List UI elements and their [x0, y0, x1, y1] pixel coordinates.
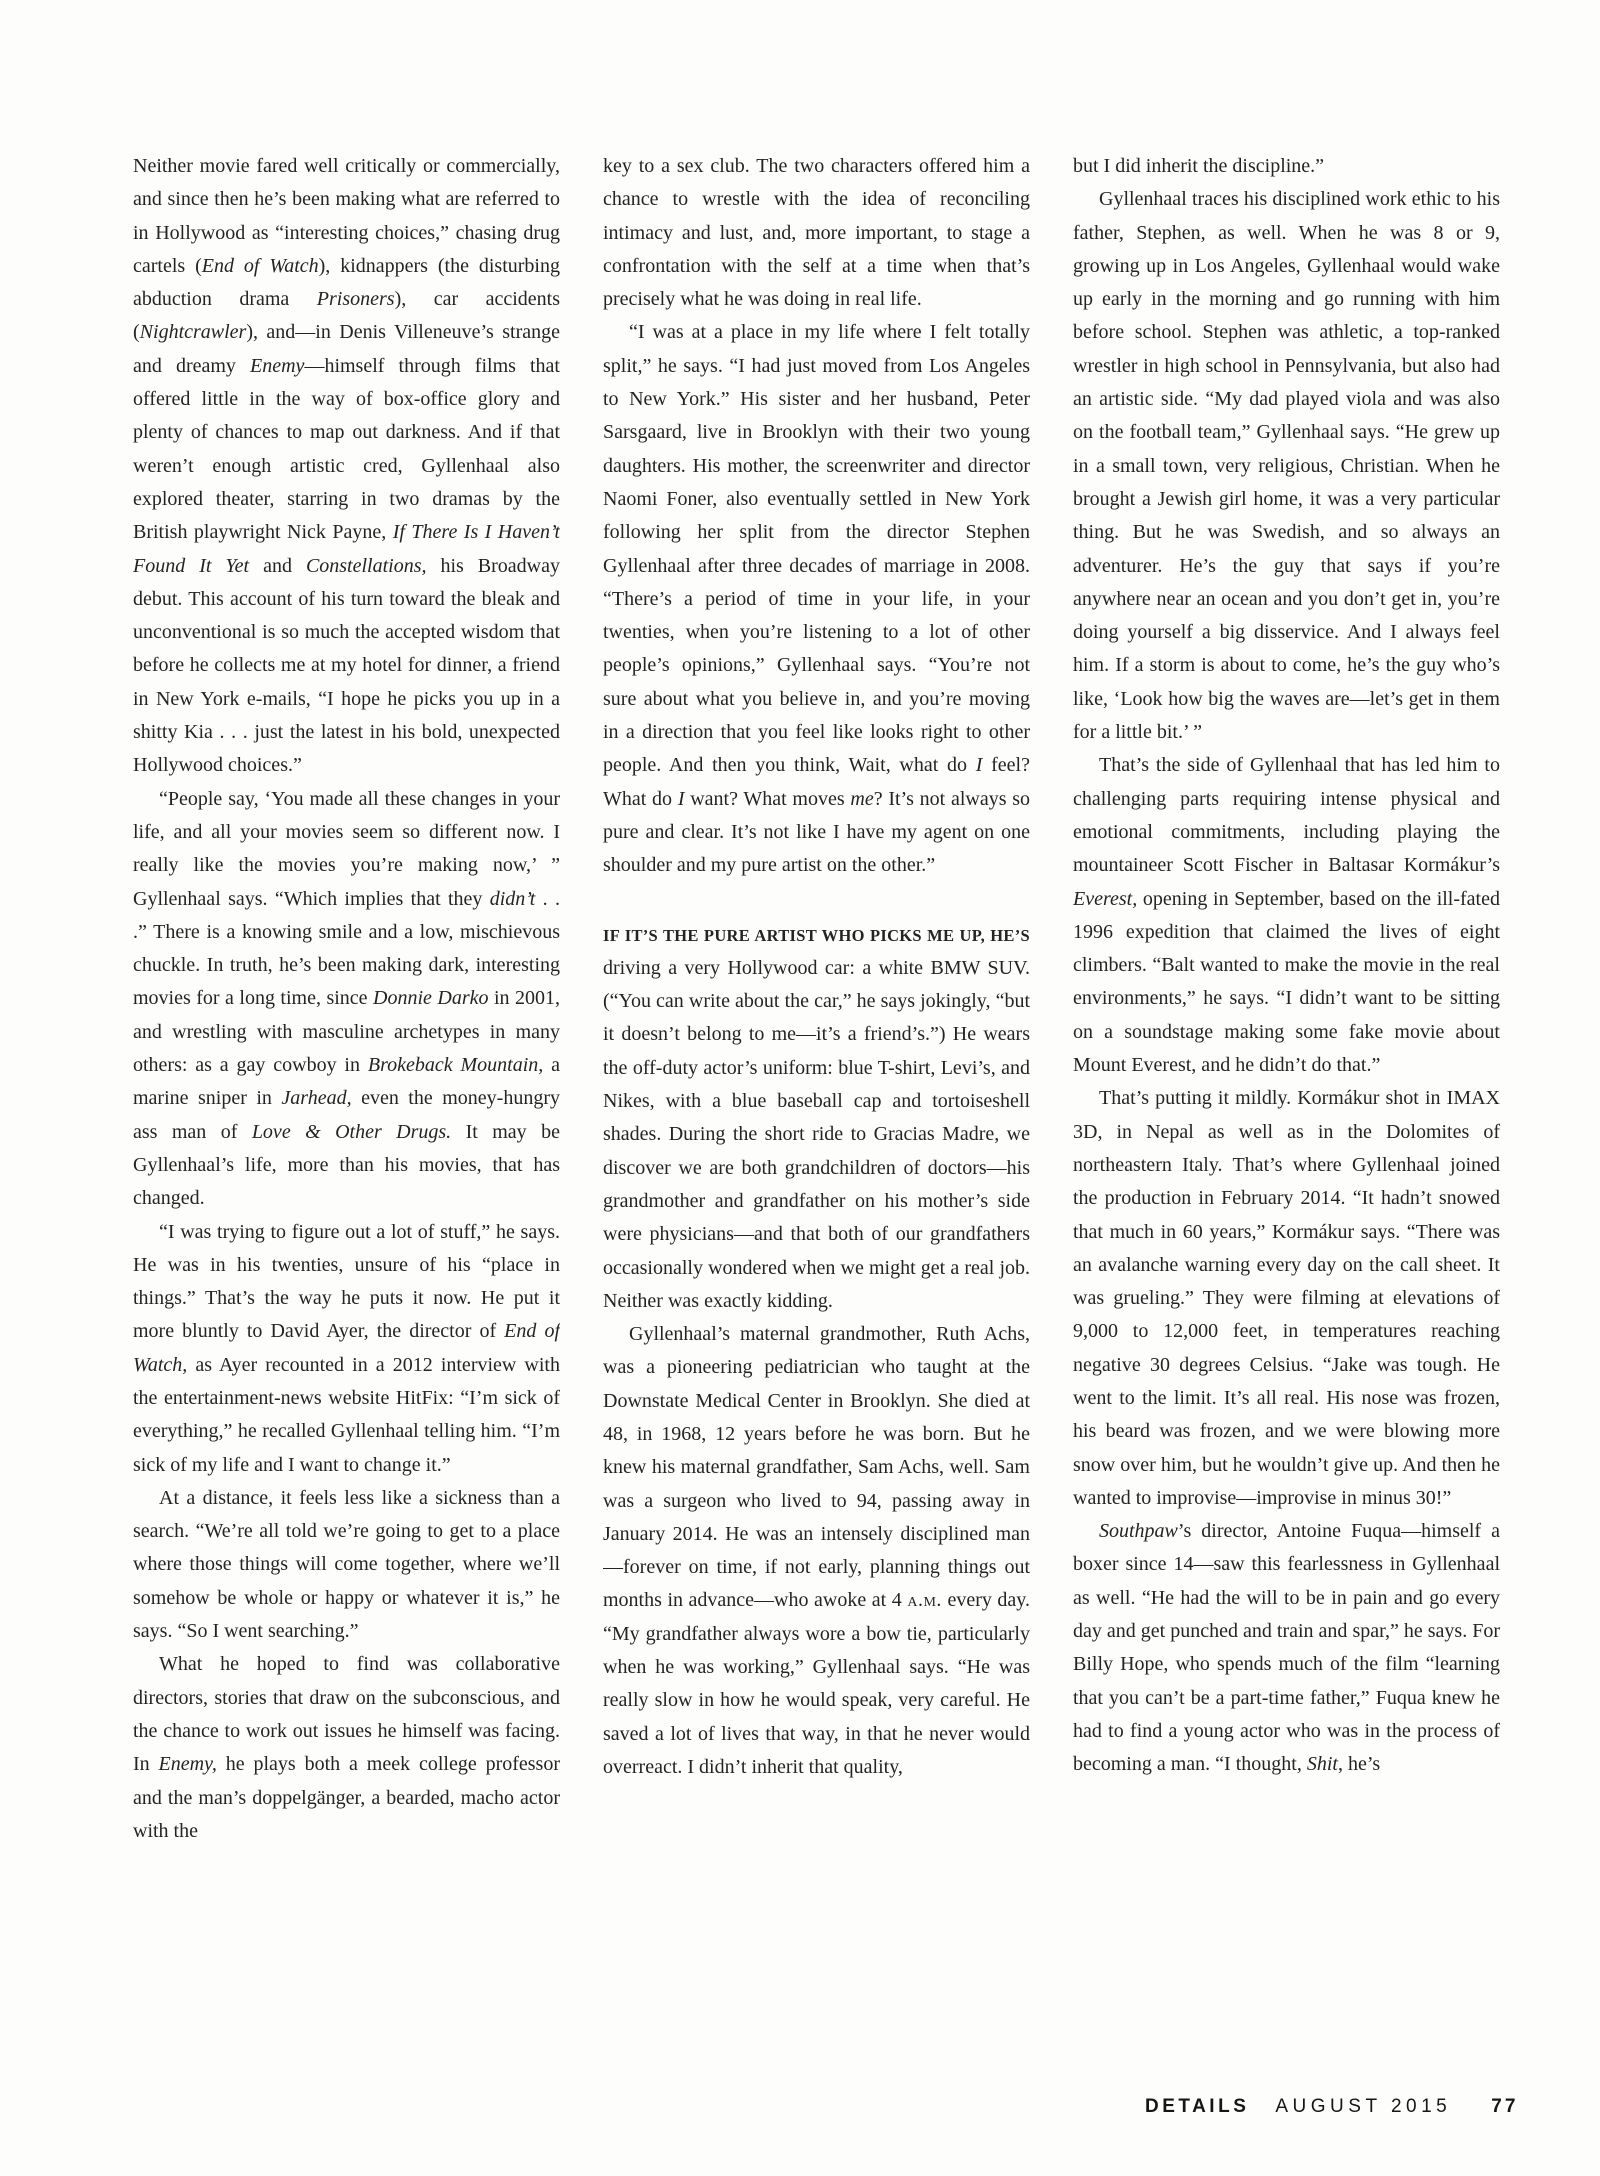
- text-segment: driving a very Hollywood car: a white BMW SUV. (“You can write about the car,” he says jokingly, “but it doesn’t belong to me—it’s a friend’s.”) He wears the off-duty actor’s uniform: blue T-shirt, Levi’s, and Nikes, with a blue baseball cap and tortoiseshell shades. During the short ride to Gracias Madre, we discover we are both grandchildren of doctors—his grandmother and grandfather on his mother’s side were physicians—and that both of our grandfathers occasionally wondered when we might get a real job. Neither was exactly kidding.: [603, 956, 1030, 1312]
- text-segment-italic: Constellations,: [305, 554, 427, 577]
- text-segment-italic: Everest,: [1073, 887, 1138, 910]
- text-segment: key to a sex club. The two characters offered him a chance to wrestle with the idea of reconciling intimacy and lust, and, more important, to stage a confrontation with the self at a time when that’s precisely what he was doing in real life.: [603, 155, 1030, 311]
- article-paragraph: [1073, 749, 1500, 1082]
- text-segment: That’s the side of Gyllenhaal that has led him to challenging parts requiring intense physical and emotional commitments, including playing the mountaineer Scott Fischer in Baltasar Kormákur’s: [1073, 754, 1500, 877]
- text-segment: , he’s: [1337, 1753, 1381, 1776]
- text-segment-lead-in: IF IT’S THE PURE ARTIST WHO PICKS ME UP, HE’S: [603, 925, 1030, 945]
- text-segment-italic: me: [850, 787, 874, 810]
- text-segment: ? It’s not always so pure and clear. It’s not like I have my agent on one shoulder and my pure artist on the other.”: [603, 787, 1030, 877]
- text-segment: ), car accidents (: [133, 288, 560, 344]
- issue-date: AUGUST 2015: [1275, 2096, 1452, 2117]
- page-number: 77: [1491, 2096, 1519, 2117]
- article-paragraph: [1073, 183, 1500, 749]
- page-footer: [1145, 2096, 1519, 2118]
- text-column-1: [133, 150, 560, 2028]
- text-segment: At a distance, it feels less like a sickness than a search. “We’re all told we’re going to get to a place where those things will come together, where we’ll somehow be whole or happy or whatever it is,” he says. “So I went searching.”: [133, 1486, 560, 1643]
- article-paragraph: [133, 150, 560, 783]
- text-segment-italic: Nightcrawler: [139, 321, 247, 344]
- article-paragraph: [1073, 1082, 1500, 1515]
- article-paragraph: [133, 783, 560, 1216]
- text-segment: and: [249, 554, 306, 577]
- text-segment-italic: I: [975, 754, 983, 777]
- article-paragraph: [133, 1482, 560, 1648]
- text-segment-italic: Jarhead,: [281, 1087, 352, 1110]
- text-segment: but I did inherit the discipline.”: [1073, 155, 1325, 177]
- article-paragraph: [603, 919, 1030, 1319]
- text-segment: “I was trying to figure out a lot of stuff,” he says. He was in his twenties, unsure of his “place in things.” That’s the way he puts it now. He put it more bluntly to David Ayer, the director of: [133, 1220, 560, 1343]
- magazine-name: DETAILS: [1145, 2096, 1250, 2117]
- text-segment: That’s putting it mildly. Kormákur shot in IMAX 3D, in Nepal as well as in the Dolomites of northeastern Italy. That’s where Gyllenhaal joined the production in February 2014. “It hadn’t snowed that much in 60 years,” Kormákur says. “There was an avalanche warning every day on the call sheet. It was grueling.” They were filming at elevations of 9,000 to 12,000 feet, in temperatures reaching negative 30 degrees Celsius. “Jake was tough. He went to the limit. It’s all real. His nose was frozen, his beard was frozen, and we were blowing more snow over him, but he wouldn’t give up. And then he wanted to improvise—improvise in minus 30!”: [1073, 1087, 1500, 1509]
- text-segment-italic: If There Is I Haven’t Found It Yet: [133, 521, 560, 577]
- text-segment-italic: Brokeback Mountain,: [367, 1054, 544, 1077]
- text-segment: feel? What do: [603, 754, 1030, 810]
- text-segment-italic: End of Watch: [201, 254, 319, 277]
- text-segment-italic: Prisoners: [316, 288, 395, 311]
- text-segment: . . .” There is a knowing smile and a low, mischievous chuckle. In truth, he’s been making dark, interesting movies for a long time, since: [133, 887, 560, 1010]
- article-paragraph: [603, 316, 1030, 882]
- text-segment: “People say, ‘You made all these changes in your life, and all your movies seem so different now. I really like the movies you’re making now,’ ” Gyllenhaal says. “Which implies that they: [133, 787, 560, 910]
- text-segment: in 2001, and wrestling with masculine archetypes in many others: as a gay cowboy in: [133, 987, 560, 1077]
- article-paragraph: [1073, 150, 1500, 183]
- text-segment-italic: Southpaw: [1099, 1520, 1178, 1543]
- text-segment: ), and—in Denis Villeneuve’s strange and dreamy: [133, 321, 560, 377]
- text-segment-italic: Love & Other Drugs.: [251, 1120, 452, 1143]
- text-segment: It may be Gyllenhaal’s life, more than his movies, that has changed.: [133, 1120, 560, 1210]
- text-segment-italic: End of Watch,: [133, 1320, 560, 1376]
- text-segment-italic: Shit: [1306, 1753, 1338, 1776]
- article-paragraph: [603, 1318, 1030, 1784]
- text-segment: ), kidnappers (the disturbing abduction drama: [133, 254, 560, 311]
- text-segment: ’s director, Antoine Fuqua—himself a boxer since 14—saw this fearlessness in Gyllenhaal as well. “He had the will to be in pain and go every day and get punched and train and spar,” he says. For Billy Hope, who spends much of the film “learning that you can’t be a part-time father,” Fuqua knew he had to find a young actor who was in the process of becoming a man. “I thought,: [1073, 1520, 1500, 1776]
- article-paragraph: [1073, 1515, 1500, 1781]
- text-segment: opening in September, based on the ill-fated 1996 expedition that claimed the lives of eight climbers. “Balt wanted to make the movie in the real environments,” he says. “I didn’t want to be sitting on a soundstage making some fake movie about Mount Everest, and he didn’t do that.”: [1073, 887, 1500, 1077]
- article-paragraph: [603, 150, 1030, 316]
- text-segment-italic: Donnie Darko: [373, 987, 489, 1010]
- text-segment: Neither movie fared well critically or commercially, and since then he’s been making what are referred to in Hollywood as “interesting choices,” chasing drug cartels (: [133, 155, 560, 277]
- text-segment: as Ayer recounted in a 2012 interview with the entertainment-news website HitFix: “I’m sick of everything,” he recalled Gyllenhaal telling him. “I’m sick of my life and I want to change it.”: [133, 1353, 560, 1476]
- article-paragraph: [133, 1648, 560, 1848]
- text-segment: every day. “My grandfather always wore a bow tie, particularly when he was working,” Gyllenhaal says. “He was really slow in how he would speak, very careful. He saved a lot of lives that way, in that he never would overreact. I didn’t inherit that quality,: [603, 1589, 1030, 1778]
- text-segment: he plays both a meek college professor and the man’s doppelgänger, a bearded, macho actor with the: [133, 1753, 560, 1842]
- text-segment: —himself through films that offered little in the way of box-office glory and plenty of chances to map out darkness. And if that weren’t enough artistic cred, Gyllenhaal also explored theater, starring in two dramas by the British playwright Nick Payne,: [133, 354, 560, 544]
- text-segment-smallcaps: a.m.: [907, 1589, 942, 1612]
- text-segment: his Broadway debut. This account of his turn toward the bleak and unconventional is so much the accepted wisdom that before he collects me at my hotel for dinner, a friend in New York e-mails, “I hope he picks you up in a shitty Kia . . . just the latest in his bold, unexpected Hollywood choices.”: [133, 554, 560, 777]
- text-segment: Gyllenhaal traces his disciplined work ethic to his father, Stephen, as well. When he was 8 or 9, growing up in Los Angeles, Gyllenhaal would wake up early in the morning and go running with him before school. Stephen was athletic, a top-ranked wrestler in high school in Pennsylvania, but also had an artistic side. “My dad played viola and was also on the football team,” Gyllenhaal says. “He grew up in a small town, very religious, Christian. When he brought a Jewish girl home, it was a very particular thing. But he was Swedish, and so always an adventurer. He’s the guy that says if you’re anywhere near an ocean and you don’t get in, you’re doing yourself a big disservice. And I always feel him. If a storm is about to come, he’s the guy who’s like, ‘Look how big the waves are—let’s get in them for a little bit.’ ”: [1073, 188, 1500, 744]
- text-segment: a marine sniper in: [133, 1054, 560, 1110]
- text-segment: want? What moves: [684, 787, 851, 810]
- text-segment: “I was at a place in my life where I felt totally split,” he says. “I had just moved from Los Angeles to New York.” His sister and her husband, Peter Sarsgaard, live in Brooklyn with their two young daughters. His mother, the screenwriter and director Naomi Foner, also eventually settled in New York following her split from the director Stephen Gyllenhaal after three decades of marriage in 2008. “There’s a period of time in your life, in your twenties, when you’re listening to a lot of other people’s opinions,” Gyllenhaal says. “You’re not sure about what you believe in, and you’re moving in a direction that you feel like looks right to other people. And then you think, Wait, what do: [603, 321, 1030, 777]
- article-paragraph: [133, 1216, 560, 1482]
- text-segment: even the money-hungry ass man of: [133, 1087, 560, 1143]
- text-segment-italic: I: [677, 787, 685, 810]
- text-column-2: [603, 150, 1030, 2028]
- text-column-3: [1073, 150, 1500, 2028]
- text-segment: Gyllenhaal’s maternal grandmother, Ruth Achs, was a pioneering pediatrician who taught at the Downstate Medical Center in Brooklyn. She died at 48, in 1968, 12 years before he was born. But he knew his maternal grandfather, Sam Achs, well. Sam was a surgeon who lived to 94, passing away in January 2014. He was an intensely disciplined man—forever on time, if not early, planning things out months in advance—who awoke at 4: [603, 1323, 1030, 1612]
- text-segment-italic: Enemy: [250, 354, 305, 377]
- text-segment: What he hoped to find was collaborative directors, stories that draw on the subconscious, and the chance to work out issues he himself was facing. In: [133, 1653, 560, 1776]
- text-segment-italic: Enemy,: [158, 1753, 217, 1776]
- text-segment-italic: didn’t: [489, 887, 536, 910]
